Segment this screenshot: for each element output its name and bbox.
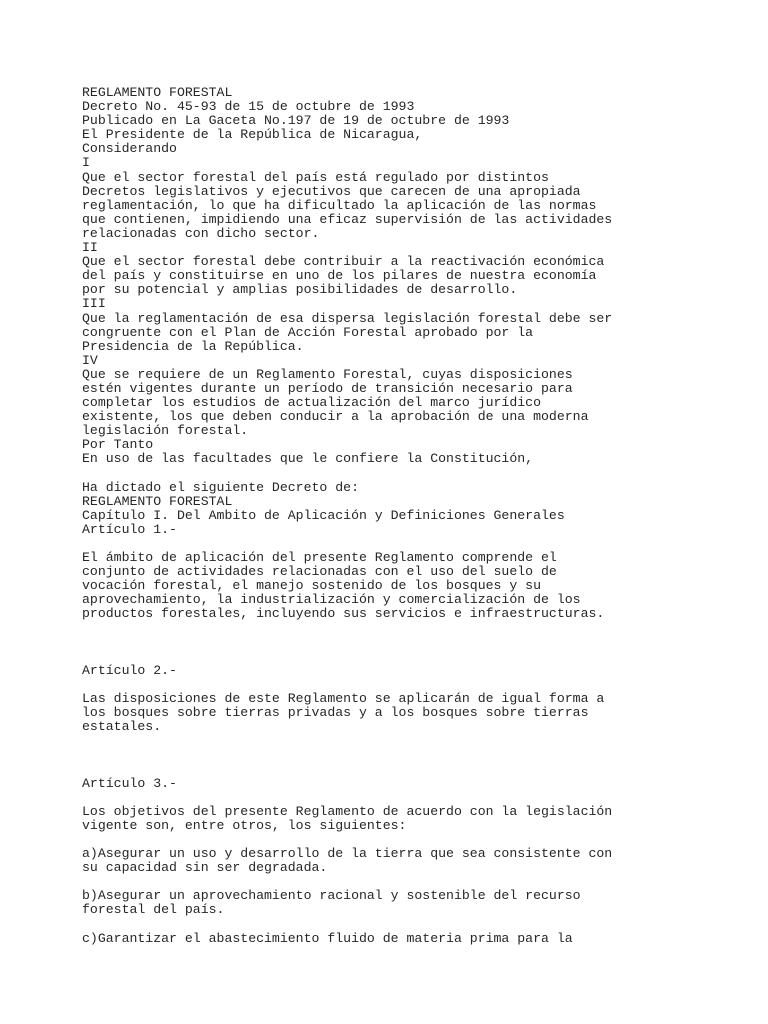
- text-line: por su potencial y amplias posibilidades de desarrollo.: [82, 282, 518, 298]
- article-3-item-a: [82, 847, 722, 875]
- decree-block: [82, 481, 722, 537]
- spacer: [82, 875, 722, 889]
- article-3-item-b: [82, 889, 722, 917]
- president-line: El Presidente de la República de Nicaragua,: [82, 127, 423, 143]
- spacer: [82, 678, 722, 692]
- por-tanto-heading: Por Tanto: [82, 437, 154, 453]
- text-line: Que el sector forestal del país está regulado por distintos: [82, 169, 549, 185]
- spacer: [82, 467, 722, 481]
- section-numeral-iii: III: [82, 296, 106, 312]
- article-3-intro: [82, 805, 722, 833]
- article-1-heading: Artículo 1.-: [82, 521, 177, 537]
- text-line: completar los estudios de actualización del marco jurídico: [82, 395, 541, 411]
- spacer: [82, 833, 722, 847]
- text-line: Decretos legislativos y ejecutivos que carecen de una apropiada: [82, 183, 581, 199]
- text-line: Que se requiere de un Reglamento Forestal, cuyas disposiciones: [82, 366, 573, 382]
- text-line: b)Asegurar un aprovechamiento racional y sostenible del recurso: [82, 888, 581, 904]
- document-title: REGLAMENTO FORESTAL: [82, 85, 233, 100]
- text-line: Presidencia de la República.: [82, 338, 304, 354]
- article-3-item-c: [82, 932, 722, 946]
- text-line: vigente son, entre otros, los siguientes:: [82, 817, 407, 833]
- text-line: relacionadas con dicho sector.: [82, 225, 320, 241]
- publication-line: Publicado en La Gaceta No.197 de 19 de octubre de 1993: [82, 113, 510, 129]
- decree-number: Decreto No. 45-93 de 15 de octubre de 1993: [82, 99, 415, 115]
- text-line: legislación forestal.: [82, 423, 249, 439]
- text-line: reglamentación, lo que ha dificultado la aplicación de las normas: [82, 197, 597, 213]
- article-1-body: [82, 551, 722, 621]
- decree-title: REGLAMENTO FORESTAL: [82, 493, 233, 509]
- preamble-block: [82, 86, 722, 467]
- spacer: [82, 734, 722, 776]
- text-line: del país y constituirse en uno de los pilares de nuestra economía: [82, 268, 597, 284]
- text-line: Que el sector forestal debe contribuir a la reactivación económica: [82, 254, 605, 270]
- text-line: que contienen, impidiendo una eficaz supervisión de las actividades: [82, 211, 613, 227]
- section-numeral-ii: II: [82, 240, 98, 256]
- text-line: los bosques sobre tierras privadas y a los bosques sobre tierras: [82, 705, 589, 721]
- text-line: forestal del país.: [82, 902, 225, 918]
- text-line: Los objetivos del presente Reglamento de acuerdo con la legislación: [82, 803, 613, 819]
- chapter-heading: Capítulo I. Del Ambito de Aplicación y Definiciones Generales: [82, 507, 565, 523]
- text-line: En uso de las facultades que le confiere la Constitución,: [82, 451, 534, 467]
- article-2-heading: Artículo 2.-: [82, 662, 177, 678]
- document-page: [82, 86, 722, 946]
- text-line: congruente con el Plan de Acción Forestal aprobado por la: [82, 324, 534, 340]
- spacer: [82, 537, 722, 551]
- spacer: [82, 791, 722, 805]
- spacer: [82, 918, 722, 932]
- text-line: El ámbito de aplicación del presente Reglamento comprende el: [82, 550, 557, 566]
- text-line: c)Garantizar el abastecimiento fluido de materia prima para la: [82, 930, 573, 946]
- section-numeral-i: I: [82, 155, 90, 171]
- text-line: productos forestales, incluyendo sus servicios e infraestructuras.: [82, 606, 605, 622]
- text-line: Que la reglamentación de esa dispersa legislación forestal debe ser: [82, 310, 613, 326]
- article-2-body: [82, 692, 722, 734]
- text-line: su capacidad sin ser degradada.: [82, 860, 328, 876]
- text-line: estatales.: [82, 719, 162, 735]
- text-line: estén vigentes durante un período de transición necesario para: [82, 380, 573, 396]
- text-line: conjunto de actividades relacionadas con el uso del suelo de: [82, 564, 557, 580]
- text-line: vocación forestal, el manejo sostenido de los bosques y su: [82, 578, 541, 594]
- spacer: [82, 622, 722, 664]
- decree-intro: Ha dictado el siguiente Decreto de:: [82, 479, 359, 495]
- considerando-heading: Considerando: [82, 141, 177, 157]
- text-line: Las disposiciones de este Reglamento se aplicarán de igual forma a: [82, 691, 605, 707]
- section-numeral-iv: IV: [82, 352, 98, 368]
- article-3-heading: Artículo 3.-: [82, 775, 177, 791]
- text-line: existente, los que deben conducir a la aprobación de una moderna: [82, 409, 589, 425]
- text-line: aprovechamiento, la industrialización y comercialización de los: [82, 592, 581, 608]
- text-line: a)Asegurar un uso y desarrollo de la tierra que sea consistente con: [82, 846, 613, 862]
